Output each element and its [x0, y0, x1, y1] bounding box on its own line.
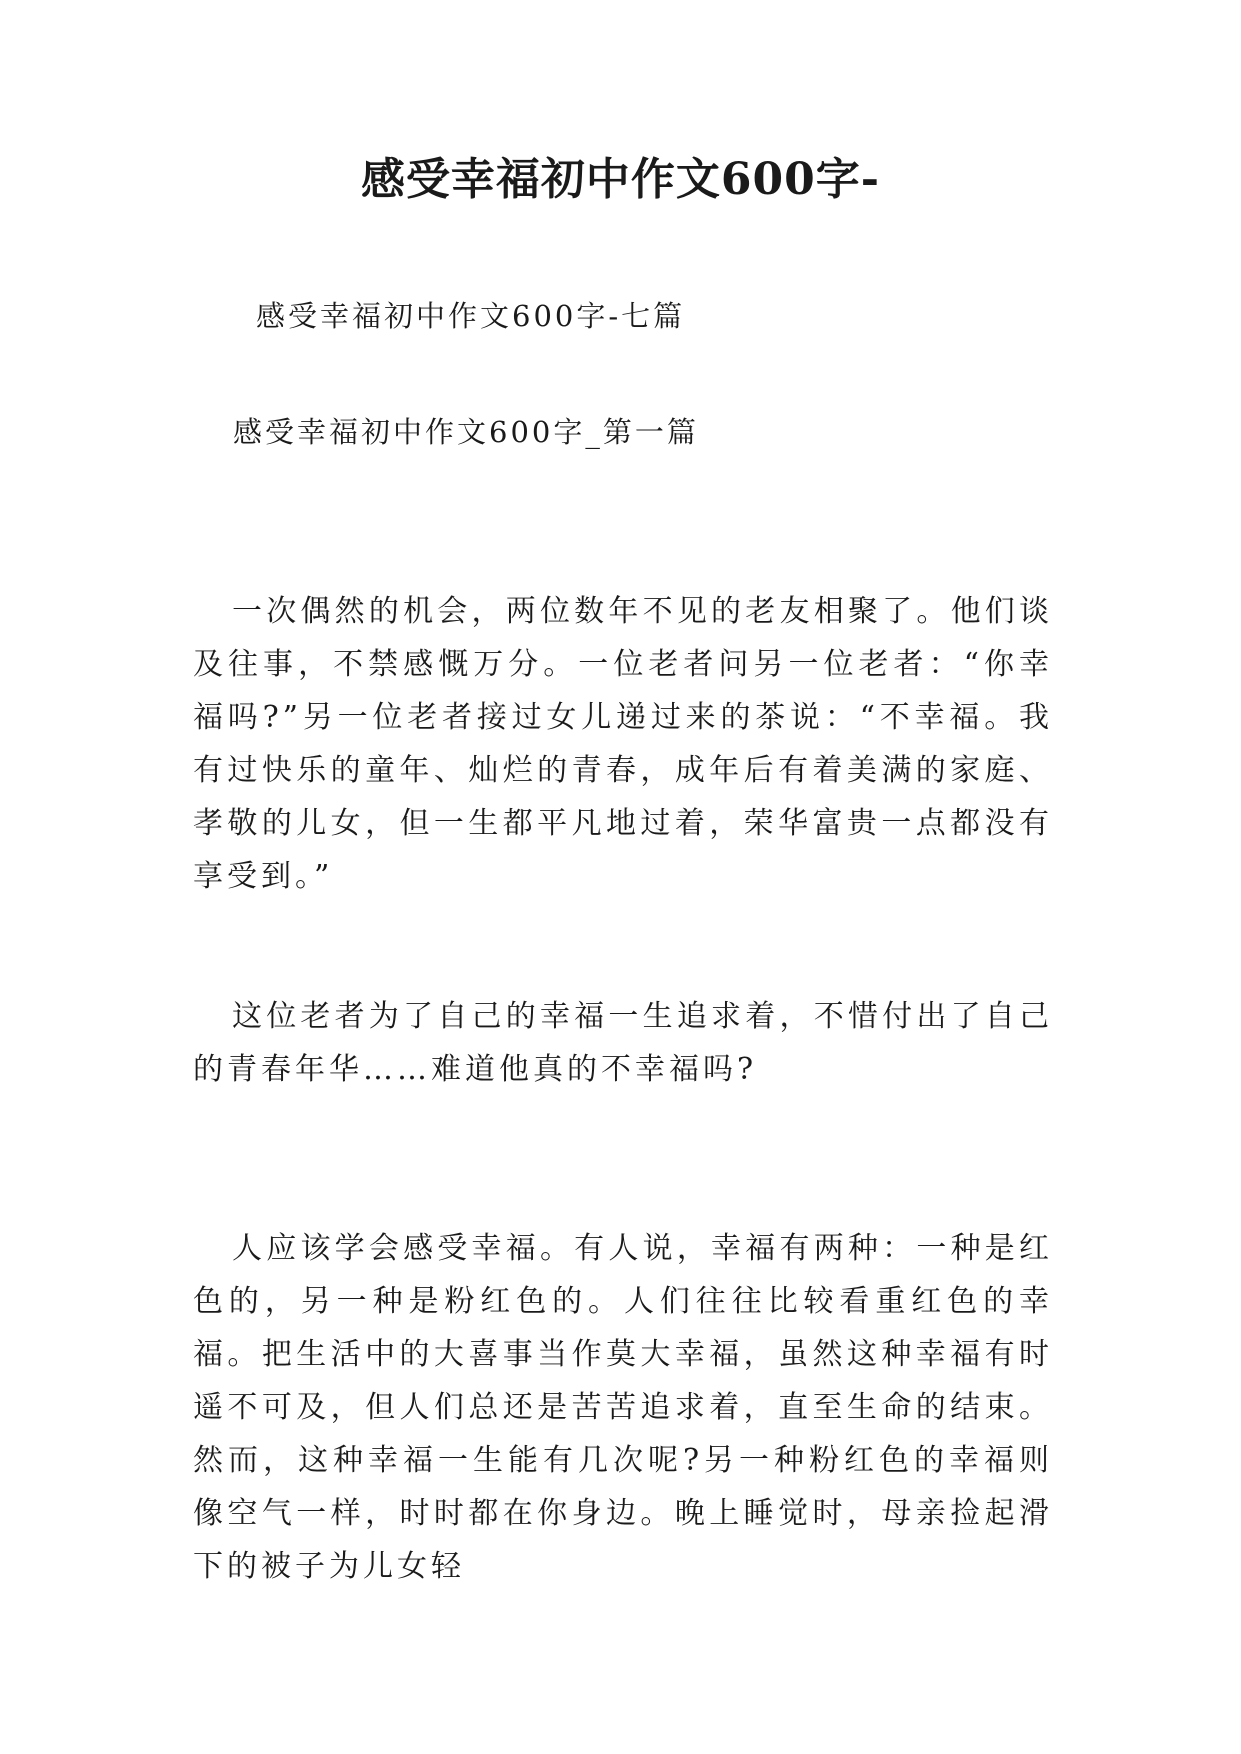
- paragraph-2: 这位老者为了自己的幸福一生追求着，不惜付出了自己的青春年华……难道他真的不幸福吗?: [193, 999, 1053, 1087]
- section-heading: 感受幸福初中作文600字_第一篇: [233, 415, 699, 449]
- paragraph-1: 一次偶然的机会，两位数年不见的老友相聚了。他们谈及往事，不禁感慨万分。一位老者问另一位老者：“你幸福吗?”另一位老者接过女儿递过来的茶说：“不幸福。我有过快乐的童年、灿烂的青春，成年后有着美满的家庭、孝敬的儿女，但一生都平凡地过着，荣华富贵一点都没有享受到。”: [193, 594, 1053, 894]
- document-subtitle: 感受幸福初中作文600字-七篇: [256, 299, 686, 333]
- paragraph-3: 人应该学会感受幸福。有人说，幸福有两种：一种是红色的，另一种是粉红色的。人们往往比较看重红色的幸福。把生活中的大喜事当作莫大幸福，虽然这种幸福有时遥不可及，但人们总还是苦苦追求着，直至生命的结束。然而，这种幸福一生能有几次呢?另一种粉红色的幸福则像空气一样，时时都在你身边。晚上睡觉时，母亲捡起滑下的被子为儿女轻: [193, 1231, 1053, 1584]
- document-title: 感受幸福初中作文600字-: [360, 154, 881, 205]
